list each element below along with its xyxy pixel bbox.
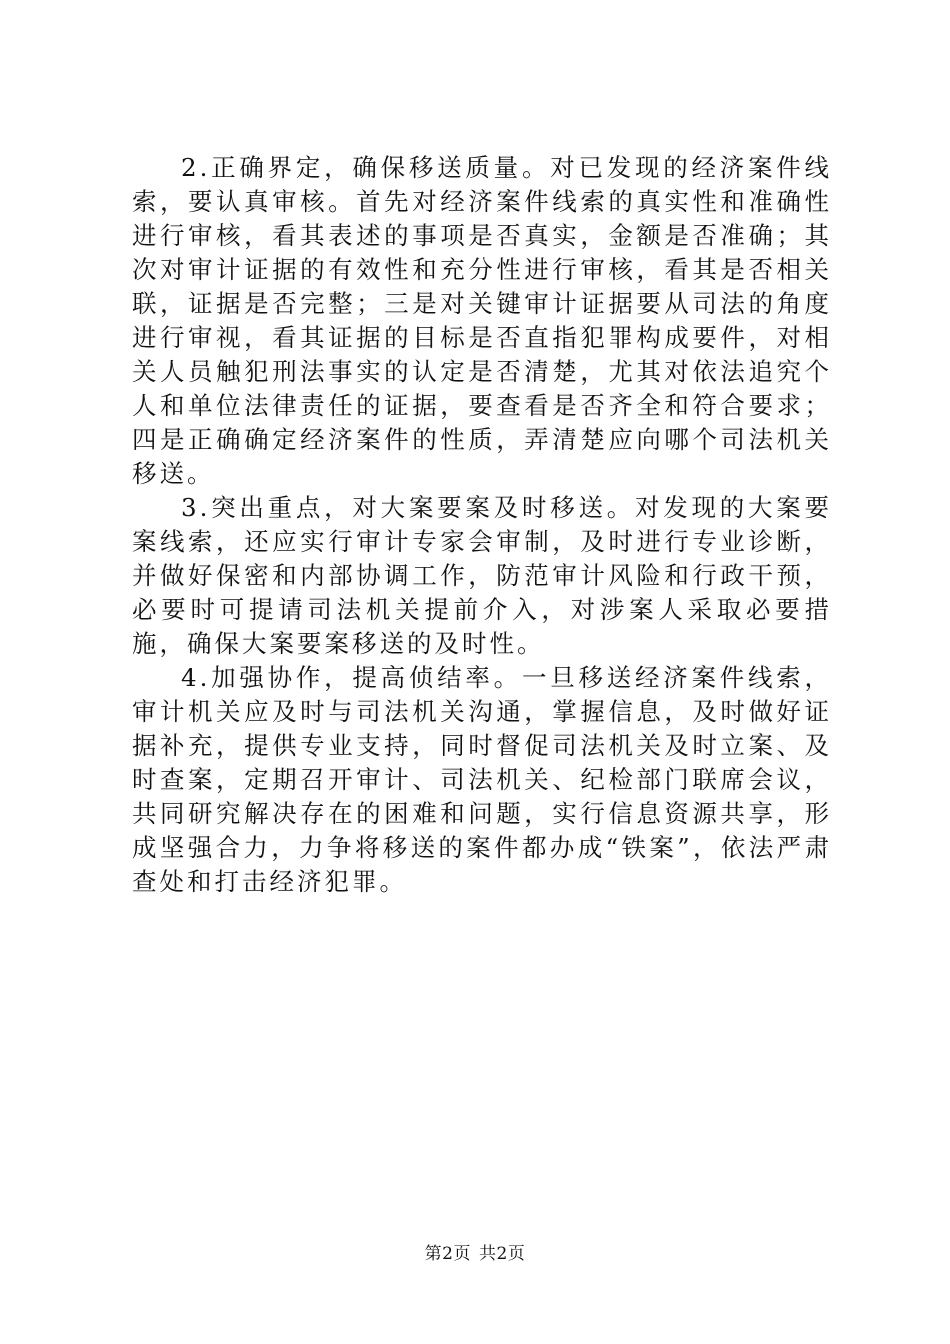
paragraph-item-4: 4.加强协作，提高侦结率。一旦移送经济案件线索，审计机关应及时与司法机关沟通，掌握信息，及时做好证据补充，提供专业支持，同时督促司法机关及时立案、及时查案，定期召开审计、司法机关、纪检部门联席会议，共同研究解决存在的困难和问题，实行信息资源共享，形成坚强合力，力争将移送的案件都办成“铁案”，依法严肃查处和打击经济犯罪。	[132, 663, 832, 896]
document-body	[132, 151, 832, 899]
paragraph-item-3: 3.突出重点，对大案要案及时移送。对发现的大案要案线索，还应实行审计专家会审制，及时进行专业诊断，并做好保密和内部协调工作，防范审计风险和行政干预，必要时可提请司法机关提前介入，对涉案人采取必要措施，确保大案要案移送的及时性。	[132, 493, 832, 658]
paragraph-item-2: 2.正确界定，确保移送质量。对已发现的经济案件线索，要认真审核。首先对经济案件线索的真实性和准确性进行审核，看其表述的事项是否真实，金额是否准确；其次对审计证据的有效性和充分性进行审核，看其是否相关联，证据是否完整；三是对关键审计证据要从司法的角度进行审视，看其证据的目标是否直指犯罪构成要件，对相关人员触犯刑法事实的认定是否清楚，尤其对依法追究个人和单位法律责任的证据，要查看是否齐全和符合要求；四是正确确定经济案件的性质，弄清楚应向哪个司法机关移送。	[132, 153, 832, 488]
page-total: 共2页	[479, 1244, 526, 1264]
page-footer	[0, 1243, 950, 1265]
page-number: 第2页	[424, 1244, 471, 1264]
